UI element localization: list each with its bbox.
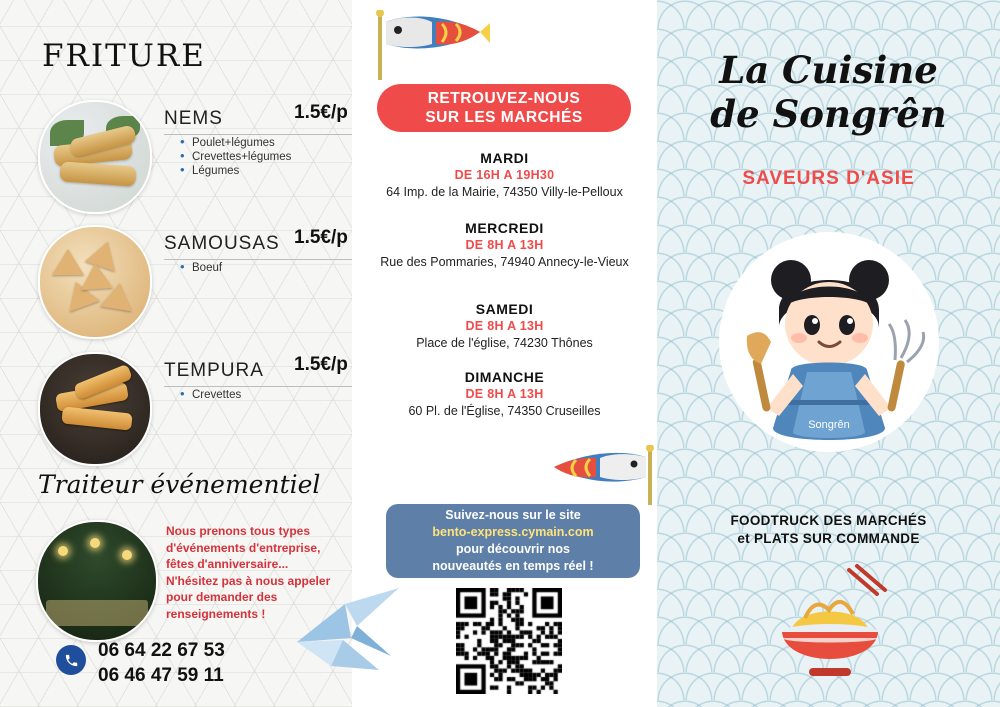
market-address: 60 Pl. de l'Église, 74350 Cruseilles	[408, 404, 601, 418]
divider	[164, 259, 352, 260]
phone-number: 06 64 22 67 53	[98, 640, 225, 661]
apron-label: Songrên	[808, 419, 850, 431]
catering-phones	[98, 638, 225, 688]
noodle-bowl-icon	[765, 560, 895, 685]
dish-name: NEMS	[164, 108, 223, 129]
brand-tagline: SAVEURS D'ASIE	[742, 168, 915, 189]
divider	[164, 386, 352, 387]
markets-banner	[377, 84, 631, 132]
phone-number: 06 46 47 59 11	[98, 665, 224, 686]
dish-item	[38, 225, 348, 335]
brand-title	[657, 48, 1000, 136]
market-day: SAMEDI	[475, 301, 534, 317]
phone-icon	[56, 645, 86, 675]
section-title-friture: FRITURE	[42, 38, 206, 74]
banner-line-2: SUR LES MARCHÉS	[425, 109, 583, 126]
qr-code[interactable]	[456, 588, 562, 694]
chef-girl-mascot	[719, 232, 939, 482]
right-footer	[657, 512, 1000, 548]
market-entry	[352, 220, 657, 269]
market-hours: DE 16H A 19H30	[454, 168, 555, 182]
origami-crane-icon	[287, 578, 412, 678]
dish-name: SAMOUSAS	[164, 233, 280, 254]
dish-price: 1.5€/p	[294, 227, 348, 248]
market-address: Rue des Pommaries, 74940 Annecy-le-Vieux	[380, 255, 629, 269]
dish-item	[38, 352, 348, 462]
dish-price: 1.5€/p	[294, 354, 348, 375]
samosas-photo	[38, 225, 152, 339]
market-hours: DE 8H A 13H	[465, 238, 544, 252]
middle-panel	[352, 0, 657, 707]
tempura-photo	[38, 352, 152, 466]
catering-description: Nous prenons tous types d'événements d'entreprise, fêtes d'anniversaire... N'hésitez pas à nous appeler pour demander des renseignements !	[166, 524, 331, 621]
dish-option: • Crevettes	[192, 388, 241, 402]
dish-option: • Crevettes+légumes	[192, 150, 291, 164]
market-day: MARDI	[480, 150, 529, 166]
brand-line-2: de Songrên	[710, 92, 947, 136]
koinobori-fish-flag-icon	[550, 445, 660, 507]
catering-event-photo	[36, 520, 158, 642]
website-line-3: pour découvrir nos	[456, 542, 570, 556]
catering-title: Traiteur événementiel	[38, 470, 321, 499]
market-address: 64 Imp. de la Mairie, 74350 Villy-le-Pelloux	[386, 185, 623, 199]
website-url[interactable]: bento-express.cymain.com	[432, 525, 594, 539]
dish-option: • Boeuf	[192, 261, 222, 275]
banner-line-1: RETROUVEZ-NOUS	[427, 90, 581, 107]
website-line-1: Suivez-nous sur le site	[445, 508, 581, 522]
dish-option: • Légumes	[192, 164, 291, 178]
dish-item	[38, 100, 348, 210]
market-day: DIMANCHE	[464, 369, 545, 385]
market-entry	[352, 150, 657, 199]
market-entry	[352, 369, 657, 418]
dish-name: TEMPURA	[164, 360, 264, 381]
brand-line-1: La Cuisine	[719, 48, 938, 92]
website-callout[interactable]	[386, 504, 640, 578]
dish-price: 1.5€/p	[294, 102, 348, 123]
koinobori-fish-flag-icon	[372, 10, 492, 82]
right-panel	[657, 0, 1000, 707]
market-entry	[352, 301, 657, 350]
market-address: Place de l'église, 74230 Thônes	[416, 336, 593, 350]
divider	[164, 134, 352, 135]
dish-option: • Poulet+légumes	[192, 136, 291, 150]
footer-line-2: et PLATS SUR COMMANDE	[737, 531, 920, 546]
footer-line-1: FOODTRUCK DES MARCHÉS	[730, 513, 927, 528]
website-line-4: nouveautés en temps réel !	[432, 559, 594, 573]
dish-options	[178, 136, 291, 178]
market-hours: DE 8H A 13H	[465, 319, 544, 333]
market-hours: DE 8H A 13H	[465, 387, 544, 401]
dish-options	[178, 261, 222, 275]
dish-options	[178, 388, 241, 402]
spring-rolls-photo	[38, 100, 152, 214]
market-day: MERCREDI	[465, 220, 544, 236]
